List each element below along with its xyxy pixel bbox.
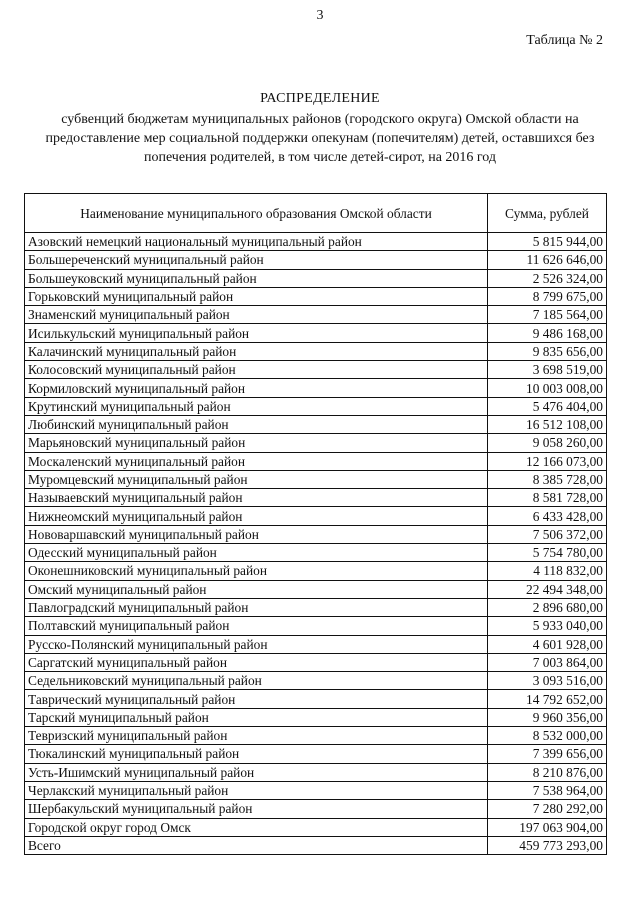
table-row [25,287,607,305]
municipality-name: Полтавский муниципальный район [25,617,488,635]
amount-value: 8 581 728,00 [488,489,607,507]
table-row [25,361,607,379]
municipality-name: Знаменский муниципальный район [25,306,488,324]
table-row [25,727,607,745]
table-row [25,836,607,854]
municipality-name: Нововаршавский муниципальный район [25,525,488,543]
municipality-name: Тевризский муниципальный район [25,727,488,745]
amount-value: 5 754 780,00 [488,544,607,562]
table-row [25,269,607,287]
amount-value: 5 476 404,00 [488,397,607,415]
table-row [25,342,607,360]
amount-value: 4 118 832,00 [488,562,607,580]
table-row [25,562,607,580]
table-row [25,653,607,671]
amount-value: 2 896 680,00 [488,598,607,616]
municipality-name: Черлакский муниципальный район [25,781,488,799]
amount-value: 459 773 293,00 [488,836,607,854]
table-header-row [25,194,607,233]
amount-value: 8 532 000,00 [488,727,607,745]
amount-value: 7 538 964,00 [488,781,607,799]
table-row [25,690,607,708]
table-row [25,635,607,653]
table-row [25,580,607,598]
amount-value: 10 003 008,00 [488,379,607,397]
municipality-name: Павлоградский муниципальный район [25,598,488,616]
table-row [25,434,607,452]
amount-value: 9 960 356,00 [488,708,607,726]
amount-value: 3 093 516,00 [488,672,607,690]
municipality-name: Кормиловский муниципальный район [25,379,488,397]
amount-value: 7 280 292,00 [488,800,607,818]
amount-value: 11 626 646,00 [488,251,607,269]
table-row [25,415,607,433]
amount-value: 16 512 108,00 [488,415,607,433]
amount-value: 14 792 652,00 [488,690,607,708]
table-body [25,233,607,855]
municipality-name: Муромцевский муниципальный район [25,470,488,488]
amount-value: 6 433 428,00 [488,507,607,525]
table-row [25,397,607,415]
header-amount: Сумма, рублей [488,194,607,233]
document-subtitle: субвенций бюджетам муниципальных районов (городского округа) Омской области на предоставление мер социальной поддержки опекунам (попечителям) детей, оставшихся без попечения родителей, в том числе детей-сирот, на 2016 год [45,112,595,165]
municipality-name: Тюкалинский муниципальный район [25,745,488,763]
municipality-name: Усть-Ишимский муниципальный район [25,763,488,781]
table-row [25,672,607,690]
municipality-name: Одесский муниципальный район [25,544,488,562]
table-row [25,800,607,818]
municipality-name: Всего [25,836,488,854]
table-row [25,306,607,324]
municipality-name: Русско-Полянский муниципальный район [25,635,488,653]
municipality-name: Москаленский муниципальный район [25,452,488,470]
municipality-name: Нижнеомский муниципальный район [25,507,488,525]
distribution-table [24,193,607,855]
table-row [25,507,607,525]
table-row [25,598,607,616]
table-row [25,251,607,269]
table-row [25,745,607,763]
municipality-name: Тарский муниципальный район [25,708,488,726]
amount-value: 4 601 928,00 [488,635,607,653]
municipality-name: Крутинский муниципальный район [25,397,488,415]
table-row [25,763,607,781]
header-name: Наименование муниципального образования Омской области [25,194,488,233]
amount-value: 7 003 864,00 [488,653,607,671]
table-row [25,470,607,488]
municipality-name: Седельниковский муниципальный район [25,672,488,690]
table-row [25,379,607,397]
amount-value: 9 486 168,00 [488,324,607,342]
municipality-name: Шербакульский муниципальный район [25,800,488,818]
amount-value: 3 698 519,00 [488,361,607,379]
document-title: РАСПРЕДЕЛЕНИЕ [260,91,380,106]
table-row [25,324,607,342]
amount-value: 8 385 728,00 [488,470,607,488]
municipality-name: Исилькульский муниципальный район [25,324,488,342]
municipality-name: Азовский немецкий национальный муниципальный район [25,233,488,251]
amount-value: 5 815 944,00 [488,233,607,251]
amount-value: 2 526 324,00 [488,269,607,287]
amount-value: 5 933 040,00 [488,617,607,635]
municipality-name: Марьяновский муниципальный район [25,434,488,452]
municipality-name: Большереченский муниципальный район [25,251,488,269]
table-row [25,233,607,251]
municipality-name: Омский муниципальный район [25,580,488,598]
municipality-name: Любинский муниципальный район [25,415,488,433]
amount-value: 197 063 904,00 [488,818,607,836]
municipality-name: Калачинский муниципальный район [25,342,488,360]
amount-value: 8 210 876,00 [488,763,607,781]
table-label: Таблица № 2 [526,33,603,48]
page-number: 3 [316,8,324,23]
amount-value: 9 058 260,00 [488,434,607,452]
municipality-name: Городской округ город Омск [25,818,488,836]
municipality-name: Оконешниковский муниципальный район [25,562,488,580]
table-row [25,525,607,543]
table-row [25,708,607,726]
amount-value: 12 166 073,00 [488,452,607,470]
amount-value: 8 799 675,00 [488,287,607,305]
table-row [25,818,607,836]
table-row [25,781,607,799]
amount-value: 9 835 656,00 [488,342,607,360]
municipality-name: Горьковский муниципальный район [25,287,488,305]
amount-value: 7 399 656,00 [488,745,607,763]
table-row [25,489,607,507]
municipality-name: Таврический муниципальный район [25,690,488,708]
table-row [25,452,607,470]
table-row [25,617,607,635]
municipality-name: Большеуковский муниципальный район [25,269,488,287]
municipality-name: Называевский муниципальный район [25,489,488,507]
amount-value: 7 185 564,00 [488,306,607,324]
table-row [25,544,607,562]
municipality-name: Колосовский муниципальный район [25,361,488,379]
amount-value: 7 506 372,00 [488,525,607,543]
municipality-name: Саргатский муниципальный район [25,653,488,671]
amount-value: 22 494 348,00 [488,580,607,598]
